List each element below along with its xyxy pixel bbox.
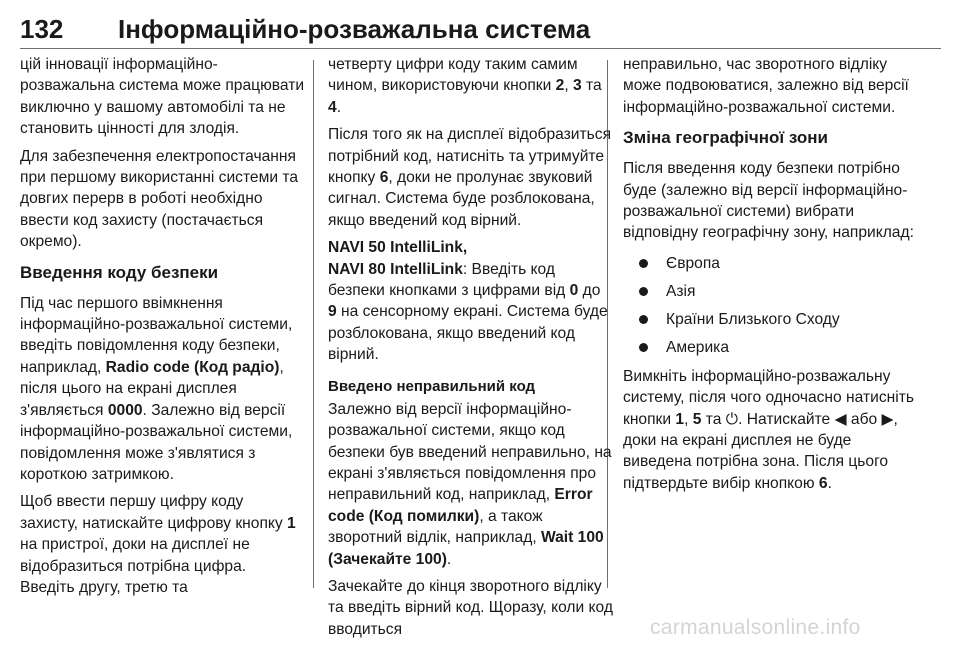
bullet-icon: [639, 343, 648, 352]
arrow-right-icon: ▶: [881, 410, 894, 428]
paragraph-first-start: Під час першого ввімкнення інформаційно-розважальної системи, введіть повідомлення коду безпеки, наприклад, Radio code (Код радіо), після цього на екрані дисплея з'являється 0000. Залежно від версії інформаційно-розважальної системи, повідомлення може з'являтися з короткою затримкою.: [20, 294, 293, 483]
page-number: 132: [20, 13, 64, 44]
paragraph-confirm-code: Після того як на дисплеї відобразиться потрібний код, натисніть та утримуйте кнопку 6, доки не пролунає звуковий сигнал. Система буде розблокована, якщо введений код вірний.: [328, 126, 612, 229]
power-icon: ⏻: [725, 410, 739, 428]
zone-list: [623, 250, 923, 362]
heading-security-code: Введення коду безпеки: [20, 262, 219, 282]
column-divider-1: [313, 60, 314, 588]
header-rule: [20, 48, 941, 49]
watermark: carmanualsonline.info: [650, 616, 861, 639]
list-item: Європа: [623, 250, 923, 278]
list-item: Азія: [623, 278, 923, 306]
column-1: [20, 54, 305, 604]
paragraph-zone-select: Після введення коду безпеки потрібно буде (залежно від версії інформаційно-розважальної системи) вибрати відповідну географічну зону, наприклад:: [623, 160, 914, 242]
paragraph-navi: NAVI 50 IntelliLink, NAVI 80 IntelliLink: Введіть код безпеки кнопками з цифрами від 0 до 9 на сенсорному екрані. Система буде розблокована, якщо введений код вірний.: [328, 239, 608, 364]
paragraph-first-digit: Щоб ввести першу цифру коду захисту, натискайте цифрову кнопку 1 на пристрої, доки на дисплеї не відобразиться потрібна цифра. Введіть другу, третю та: [20, 493, 296, 596]
bullet-icon: [639, 287, 648, 296]
bullet-icon: [639, 315, 648, 324]
page-header: [20, 10, 940, 48]
heading-wrong-code: Введено неправильний код: [328, 377, 536, 395]
paragraph-change-zone: Вимкніть інформаційно-розважальну систему, після чого одночасно натисніть кнопки 1, 5 та ⏻. Натискайте ◀ або ▶, доки на екрані дисплея не буде виведена потрібна зона. Після цього підтвердьте вибір кнопкою 6.: [623, 367, 914, 492]
paragraph-fourth-digit: четверту цифри коду таким самим чином, використовуючи кнопки 2, 3 та 4.: [328, 56, 602, 116]
paragraph-countdown: Зачекайте до кінця зворотного відліку та введіть вірний код. Щоразу, коли код вводиться: [328, 577, 613, 638]
page-title: Інформаційно-розважальна система: [118, 13, 591, 44]
paragraph-countdown-cont: неправильно, час зворотного відліку може подвоюватися, залежно від версії інформаційно-розважальної системи.: [623, 56, 909, 116]
bullet-icon: [639, 259, 648, 268]
list-item: Америка: [623, 334, 923, 362]
column-2: [328, 54, 613, 646]
paragraph-wrong-code: Залежно від версії інформаційно-розважальної системи, якщо код безпеки був введений неправильно, на екрані з'являється повідомлення про неправильний код, наприклад, Error code (Код помилки), а також зворотний відлік, наприклад, Wait 100 (Зачекайте 100).: [328, 400, 612, 568]
column-3: [623, 54, 923, 500]
arrow-left-icon: ◀: [834, 410, 847, 428]
list-item: Країни Близького Сходу: [623, 306, 923, 334]
paragraph-intro-cont: цій інновації інформаційно-розважальна система може працювати виключно у вашому автомобілі та не становить цінності для злодія.: [20, 56, 305, 138]
heading-geo-zone: Зміна географічної зони: [623, 128, 828, 148]
paragraph-power-supply: Для забезпечення електропостачання при першому використанні системи та довгих перерв в роботі необхідно ввести код захисту (постачається окремо).: [20, 147, 299, 251]
